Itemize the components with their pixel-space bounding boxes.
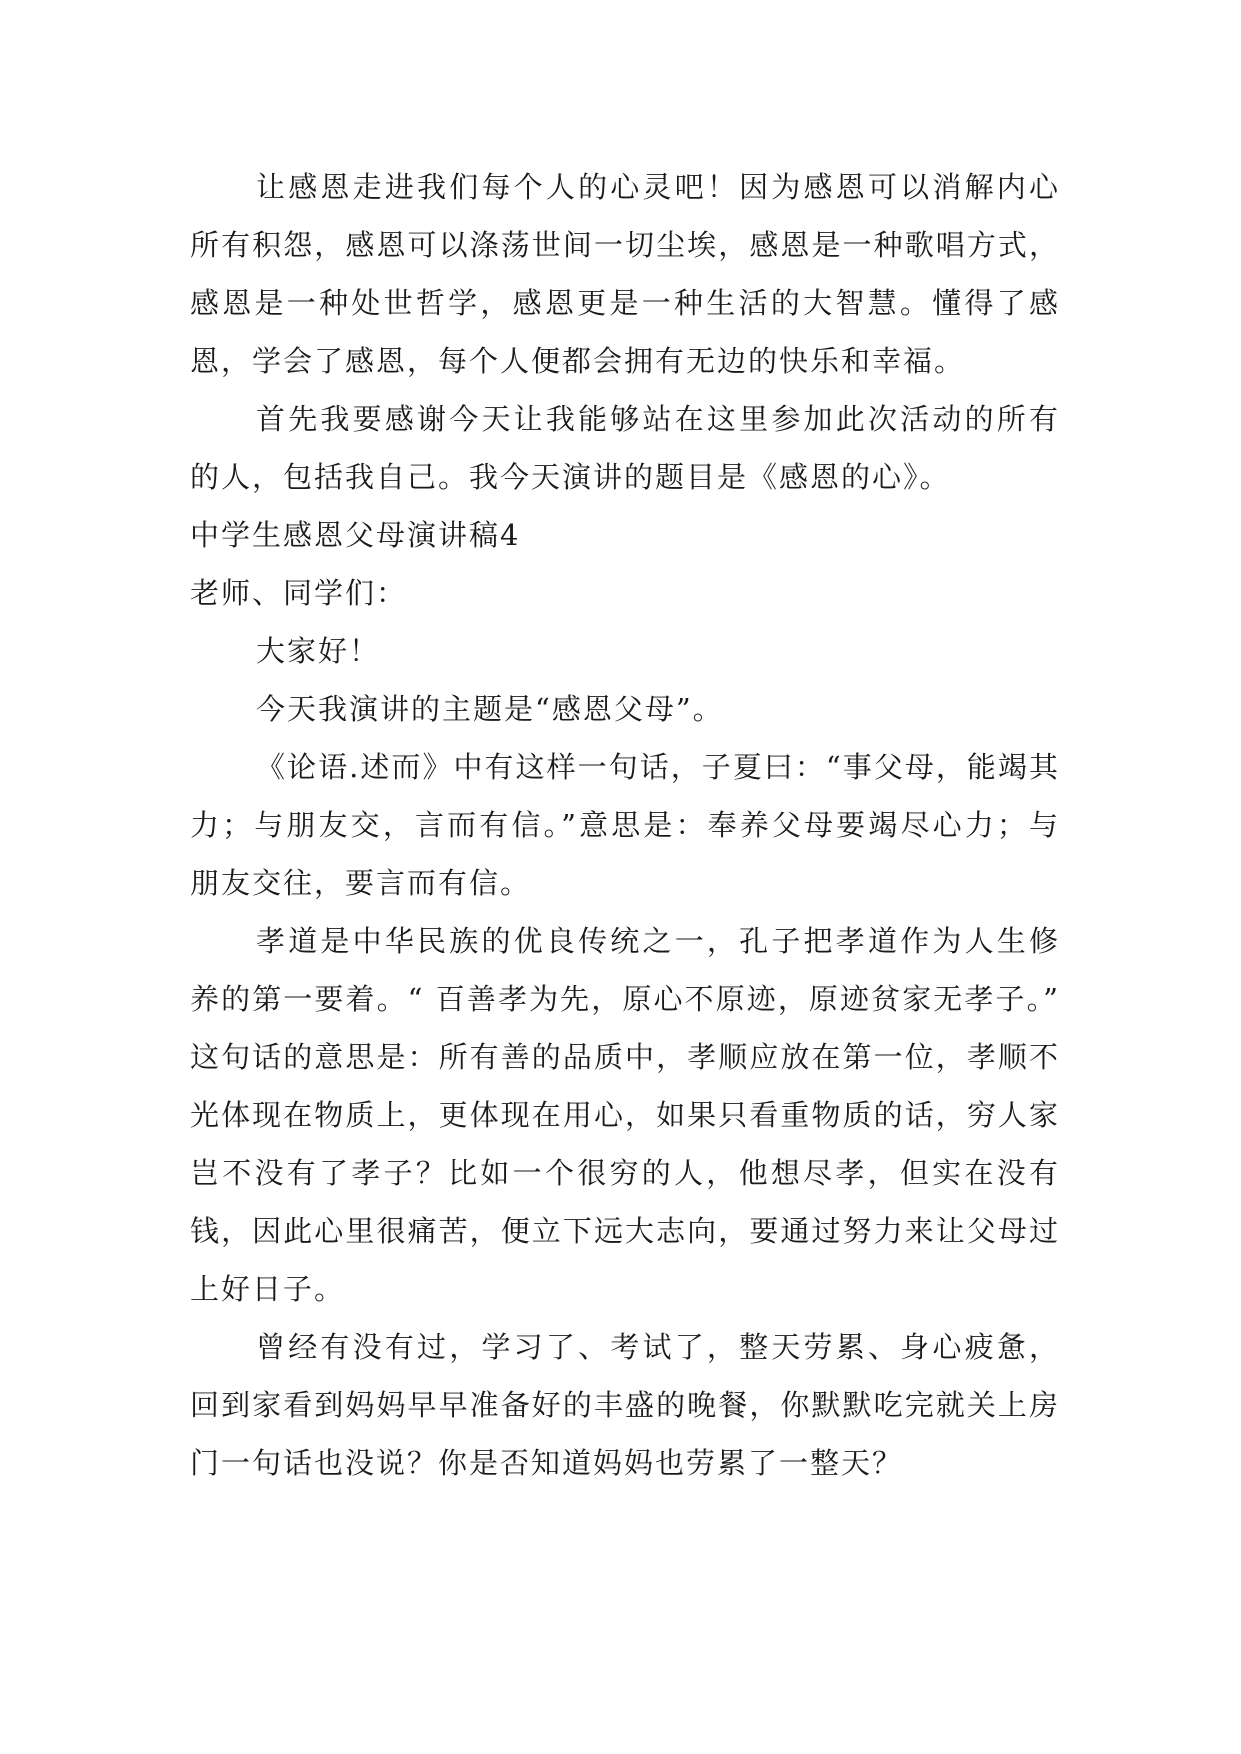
paragraph-thanks-speech-title: 首先我要感谢今天让我能够站在这里参加此次活动的所有的人，包括我自己。我今天演讲的题目是《感恩的心》。 xyxy=(190,402,1060,494)
document-body xyxy=(190,158,1060,1492)
greeting: 大家好！ xyxy=(256,634,381,668)
salutation: 老师、同学们： xyxy=(190,576,408,610)
section-heading: 中学生感恩父母演讲稿4 xyxy=(190,518,521,552)
paragraph-gratitude-wisdom: 让感恩走进我们每个人的心灵吧！因为感恩可以消解内心所有积怨，感恩可以涤荡世间一切尘埃，感恩是一种歌唱方式，感恩是一种处世哲学，感恩更是一种生活的大智慧。懂得了感恩，学会了感恩，每个人便都会拥有无边的快乐和幸福。 xyxy=(190,170,1060,378)
paragraph-analects-quote: 《论语.述而》中有这样一句话，子夏曰：“事父母，能竭其力；与朋友交，言而有信。”意思是：奉养父母要竭尽心力；与朋友交往，要言而有信。 xyxy=(190,750,1060,900)
paragraph-speech-theme: 今天我演讲的主题是“感恩父母”。 xyxy=(256,692,724,726)
paragraph-filial-piety: 孝道是中华民族的优良传统之一，孔子把孝道作为人生修养的第一要着。“ 百善孝为先，原心不原迹，原迹贫家无孝子。” 这句话的意思是：所有善的品质中，孝顺应放在第一位，孝顺不光体现在物质上，更体现在用心，如果只看重物质的话，穷人家岂不没有了孝子？比如一个很穷的人，他想尽孝，但实在没有钱，因此心里很痛苦，便立下远大志向，要通过努力来让父母过上好日子。 xyxy=(190,924,1060,1306)
paragraph-mother-dinner: 曾经有没有过，学习了、考试了，整天劳累、身心疲惫，回到家看到妈妈早早准备好的丰盛的晚餐，你默默吃完就关上房门一句话也没说？你是否知道妈妈也劳累了一整天？ xyxy=(190,1330,1060,1480)
